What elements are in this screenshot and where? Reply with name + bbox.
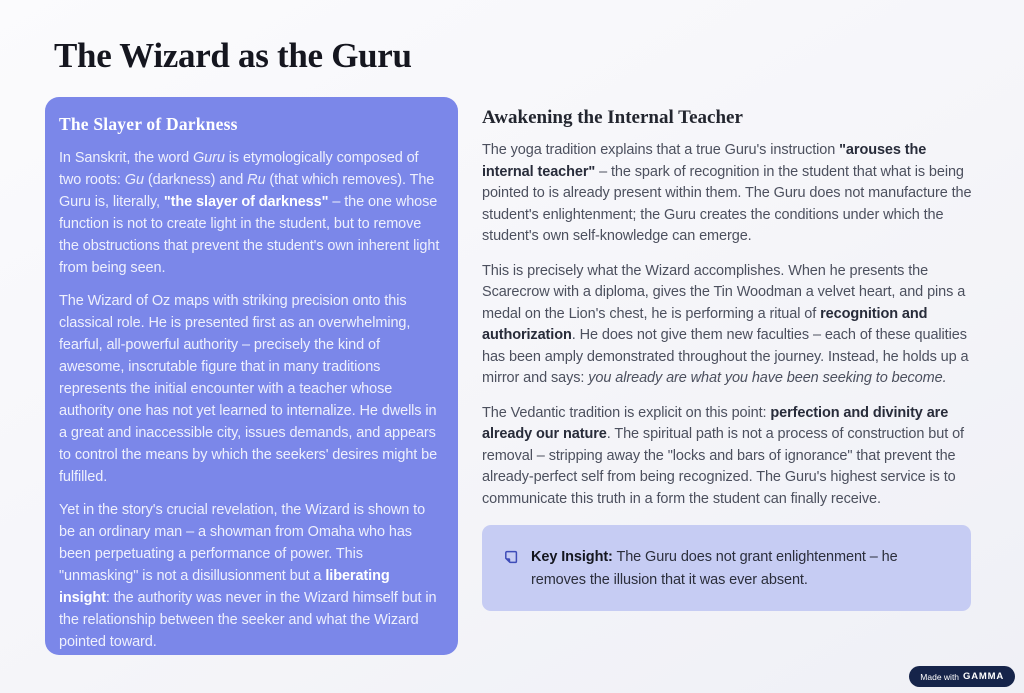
text-run: The Vedantic tradition is explicit on this point: [482, 404, 771, 421]
text-run: . The spiritual path is not a process of construction but of removal – stripping away the "locks and bars of ignorance" that prevent the already-perfect self from being recognized. The Guru's highest service is to communicate this truth in a form the student can finally receive. [482, 426, 964, 507]
card-heading: The Slayer of Darkness [59, 114, 238, 134]
badge-prefix: Made with [920, 671, 960, 682]
text-run: The Guru does not grant enlightenment – he removes the illusion that it was ever absent. [531, 549, 898, 588]
gamma-logo: GAMMA [963, 671, 1004, 682]
text-run: is etymologically composed of two roots: [59, 150, 419, 188]
text-run: you already are what you have been seeking to become. [588, 370, 947, 386]
text-run: "arouses the internal teacher" [482, 142, 927, 180]
right-paragraph-3 [482, 403, 972, 511]
text-run: Yet in the story's crucial revelation, the Wizard is shown to be an ordinary man – a showman from Omaha who has been perpetuating a performance of power. This "unmasking" is not a disillusionment but a [59, 502, 426, 584]
text-run: (darkness) and [143, 172, 248, 188]
card-paragraph-1 [59, 147, 443, 279]
text-run: Gu [124, 172, 144, 188]
text-run: – the one whose function is not to create light in the student, but to remove the obstructions that prevent the student's own inherent light from being seen. [59, 194, 440, 276]
text-run: Guru [193, 150, 225, 166]
text-run: recognition and authorization [482, 305, 928, 343]
slayer-of-darkness-card [45, 97, 458, 655]
key-insight-label: Key Insight: [531, 549, 613, 565]
text-run: In Sanskrit, the word [59, 150, 193, 166]
text-run: perfection and divinity are already our nature [482, 404, 949, 442]
right-paragraph-2 [482, 261, 972, 390]
right-heading: Awakening the Internal Teacher [482, 107, 743, 128]
note-icon [503, 549, 519, 570]
right-paragraph-1 [482, 140, 972, 248]
text-run: . He does not give them new faculties – each of these qualities has been amply demonstrated throughout the journey. Instead, he holds up a mirror and says: [482, 327, 969, 386]
text-run: The Wizard of Oz maps with striking precision onto this classical role. He is presented first as an overwhelming, fearful, all-powerful authority – precisely the kind of awesome, inscrutable figure that in many traditions represents the initial encounter with a teacher whose authority one has not yet learned to internalize. He dwells in a great and inaccessible city, issues demands, and appears to control the means by which the seekers' desires might be fulfilled. [59, 293, 438, 485]
text-run: The yoga tradition explains that a true Guru's instruction [482, 142, 840, 158]
text-run: : the authority was never in the Wizard himself but in the relationship between the seeker and what the Wizard pointed toward. [59, 590, 437, 650]
text-run: "the slayer of darkness" [163, 194, 329, 210]
text-run: (that which removes). The Guru is, literally, [59, 172, 435, 210]
key-insight-text [531, 546, 937, 592]
text-run: liberating insight [59, 568, 390, 606]
made-with-gamma-badge[interactable] [909, 666, 1015, 687]
awakening-column [482, 107, 972, 611]
text-run: This is precisely what the Wizard accomplishes. When he presents the Scarecrow with a diploma, gives the Tin Woodman a velvet heart, and pins a medal on the Lion's chest, he is performing a ritual of [482, 262, 966, 322]
card-paragraph-3 [59, 499, 443, 653]
card-paragraph-2 [59, 290, 443, 488]
text-run: Ru [247, 172, 266, 188]
page-title: The Wizard as the Guru [54, 36, 412, 75]
text-run: – the spark of recognition in the student that what is being pointed to is already present within them. The Guru does not manufacture the student's enlightenment; the Guru creates the conditions under which the student's own self-knowledge can emerge. [482, 163, 972, 244]
key-insight-callout [482, 525, 971, 611]
